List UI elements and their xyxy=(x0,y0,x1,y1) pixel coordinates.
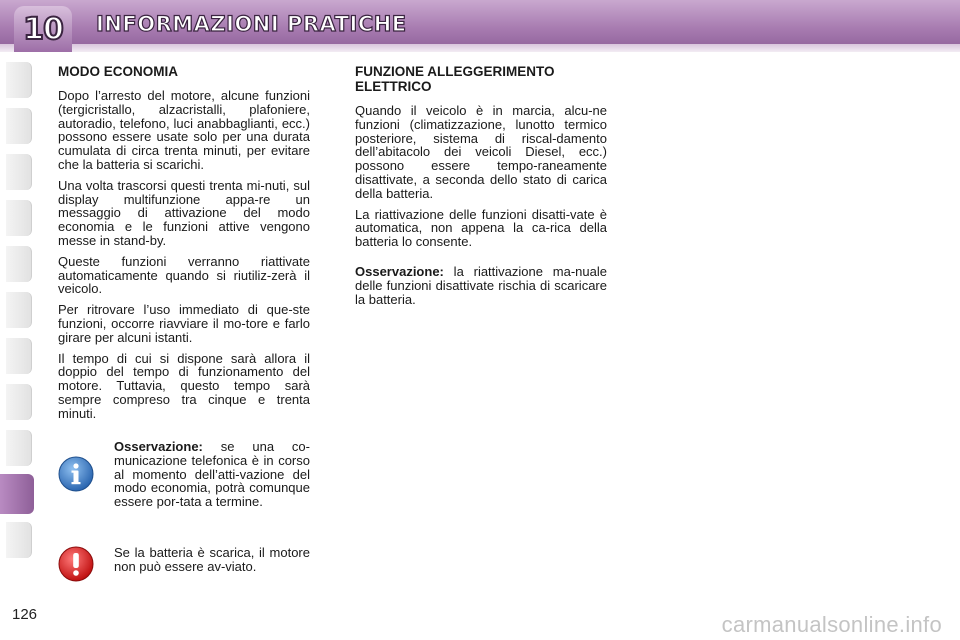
info-note xyxy=(58,440,310,509)
chapter-tabs xyxy=(0,62,34,582)
note-body: la riattivazione ma-nuale delle funzioni disattivate rischia di scaricare la batteria. xyxy=(355,263,607,307)
left-column xyxy=(58,64,310,428)
paragraph: Dopo l’arresto del motore, alcune funzioni (tergicristallo, alzacristalli, plafoniere, autoradio, telefono, luci anabbaglianti, ecc.) possono essere usate solo per una durata cumulata di circa trenta minuti, per evitare che la batteria si scarichi. xyxy=(58,88,310,172)
chapter-tab[interactable] xyxy=(6,154,32,190)
paragraph: La riattivazione delle funzioni disatti-vate è automatica, non appena la ca-rica della batteria lo consente. xyxy=(355,206,607,250)
paragraph: Per ritrovare l’uso immediato di que-ste funzioni, occorre riavviare il mo-tore e farlo girare per alcuni istanti. xyxy=(58,302,310,345)
chapter-tab[interactable] xyxy=(6,430,32,466)
chapter-tab-active[interactable] xyxy=(0,474,34,514)
right-column xyxy=(355,64,607,313)
info-icon-wrap xyxy=(58,440,114,509)
chapter-tab[interactable] xyxy=(6,338,32,374)
paragraph: Queste funzioni verranno riattivate automaticamente quando si riutiliz-zerà il veicolo. xyxy=(58,253,310,297)
paragraph: Quando il veicolo è in marcia, alcu-ne funzioni (climatizzazione, lunotto termico posteriore, sistema di riscal-damento dell’abitacolo dei veicoli Diesel, ecc.) possono essere tempo-raneamente disattivate, a seconda dello stato di carica della batteria. xyxy=(355,103,607,201)
chapter-tab[interactable] xyxy=(6,62,32,98)
note-body: se una co-municazione telefonica è in corso al momento dell’atti-vazione del modo economia, potrà comunque essere por-tata a termine. xyxy=(114,439,310,510)
chapter-tab[interactable] xyxy=(6,384,32,420)
warning-icon xyxy=(58,546,94,582)
chapter-badge xyxy=(14,6,72,52)
info-note-text xyxy=(114,440,310,509)
header-strip xyxy=(0,44,960,52)
note-lead: Osservazione: xyxy=(355,263,444,279)
chapter-number: 10 xyxy=(23,11,63,47)
page-title: INFORMAZIONI PRATICHE xyxy=(96,12,407,36)
warning-note-text: Se la batteria è scarica, il motore non può essere av-viato. xyxy=(114,545,310,574)
warning-note xyxy=(58,546,310,582)
chapter-tab[interactable] xyxy=(6,246,32,282)
chapter-tab[interactable] xyxy=(6,292,32,328)
page-number: 126 xyxy=(12,606,38,623)
chapter-tab[interactable] xyxy=(6,108,32,144)
note-paragraph xyxy=(355,265,607,306)
chapter-tab[interactable] xyxy=(6,200,32,236)
note-lead: Osservazione: xyxy=(114,439,203,454)
paragraph: Il tempo di cui si dispone sarà allora il doppio del tempo di funzionamento del motore. Tuttavia, questo tempo sarà sempre compreso tra cinque e trenta minuti. xyxy=(58,350,310,421)
watermark: carmanualsonline.info xyxy=(721,612,942,637)
section-title-alleggerimento: FUNZIONE ALLEGGERIMENTO ELETTRICO xyxy=(355,64,555,94)
paragraph: Una volta trascorsi questi trenta mi-nuti, sul display multifunzione appa-re un messaggio di attivazione del modo economia e le funzioni attive vengono messe in stand-by. xyxy=(58,177,310,248)
warning-icon-wrap xyxy=(58,546,114,582)
section-title-modo-economia: MODO ECONOMIA xyxy=(58,64,178,79)
info-icon xyxy=(58,456,94,492)
chapter-tab[interactable] xyxy=(6,522,32,558)
